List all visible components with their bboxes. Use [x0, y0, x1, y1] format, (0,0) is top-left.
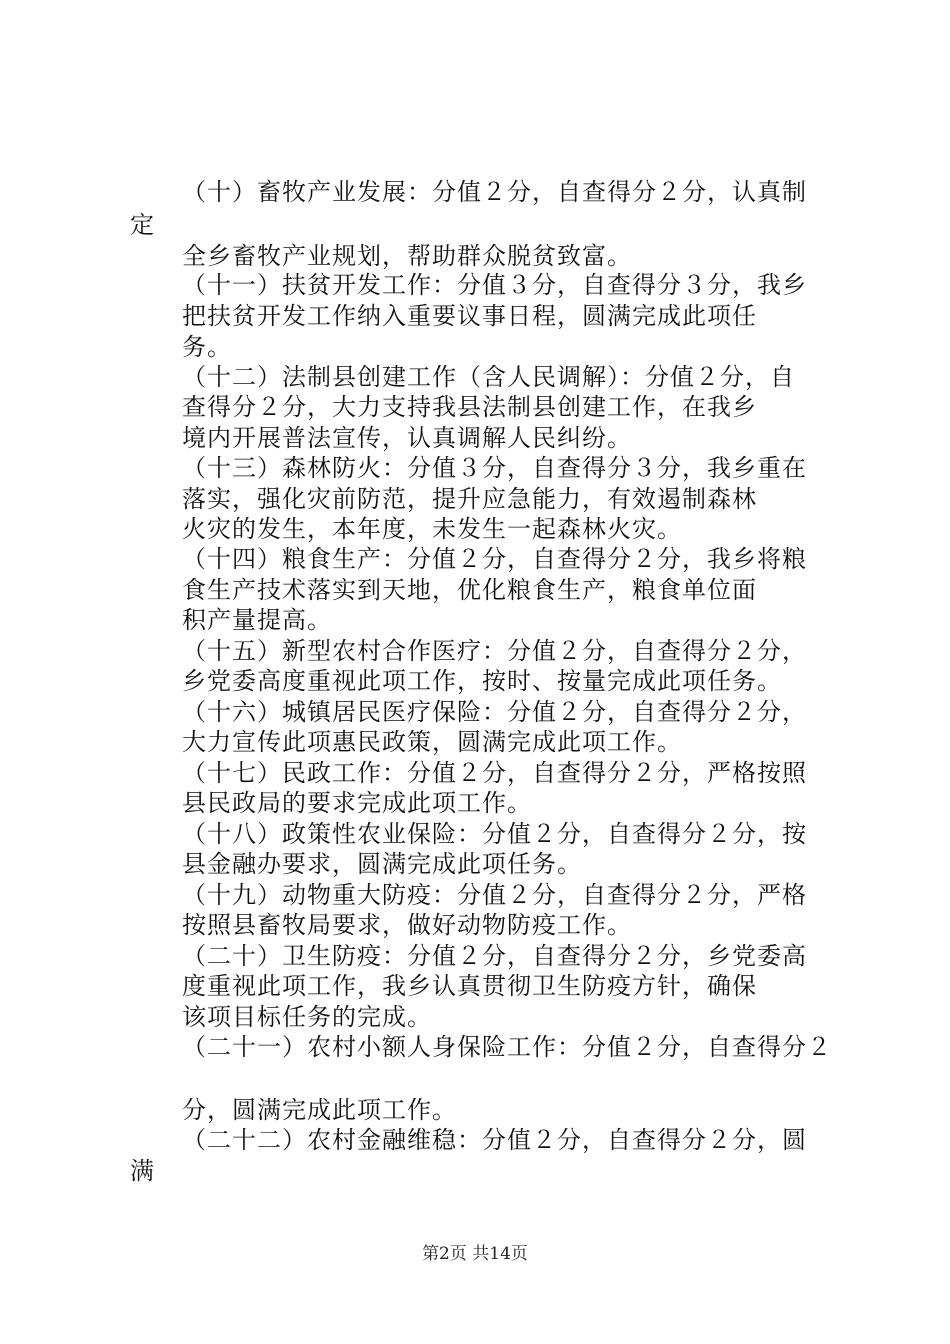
text-line: 务。: [182, 333, 232, 361]
page-footer: 第2页 共14页: [422, 1244, 528, 1264]
text-line: 食生产技术落实到天地，优化粮食生产，粮食单位面: [182, 576, 757, 604]
text-line: 定: [130, 211, 155, 239]
text-line: （十三）森林防火：分值３分，自查得分３分，我乡重在: [182, 454, 807, 482]
text-line: （十八）政策性农业保险：分值２分，自查得分２分，按: [182, 820, 807, 848]
text-line: （十）畜牧产业发展：分值２分，自查得分２分，认真制: [182, 178, 807, 206]
text-line: 满: [130, 1157, 155, 1185]
text-line: （十六）城镇居民医疗保险：分值２分，自查得分２分，: [182, 698, 807, 726]
text-line: 落实，强化灾前防范，提升应急能力，有效遏制森林: [182, 485, 757, 513]
text-line: （二十二）农村金融维稳：分值２分，自查得分２分，圆: [182, 1126, 807, 1154]
text-line: 乡党委高度重视此项工作，按时、按量完成此项任务。: [182, 667, 782, 695]
text-line: 全乡畜牧产业规划，帮助群众脱贫致富。: [182, 242, 632, 270]
text-line: 该项目标任务的完成。: [182, 1003, 432, 1031]
text-line: （十一）扶贫开发工作：分值３分，自查得分３分，我乡: [182, 271, 807, 299]
text-line: 火灾的发生，本年度，未发生一起森林火灾。: [182, 515, 682, 543]
text-line: （二十）卫生防疫：分值２分，自查得分２分，乡党委高: [182, 942, 807, 970]
text-line: （十二）法制县创建工作（含人民调解）：分值２分，自: [182, 363, 795, 391]
text-line: （十四）粮食生产：分值２分，自查得分２分，我乡将粮: [182, 545, 807, 573]
text-line: 大力宣传此项惠民政策，圆满完成此项工作。: [182, 728, 682, 756]
text-line: 境内开展普法宣传，认真调解人民纠纷。: [182, 424, 632, 452]
text-line: 积产量提高。: [182, 606, 332, 634]
text-line: 县民政局的要求完成此项工作。: [182, 789, 532, 817]
text-line: （二十一）农村小额人身保险工作：分值２分，自查得分２: [182, 1033, 832, 1061]
text-line: （十五）新型农村合作医疗：分值２分，自查得分２分，: [182, 637, 807, 665]
text-line: （十九）动物重大防疫：分值２分，自查得分２分，严格: [182, 881, 807, 909]
text-line: 度重视此项工作，我乡认真贯彻卫生防疫方针，确保: [182, 972, 757, 1000]
text-line: 按照县畜牧局要求，做好动物防疫工作。: [182, 911, 632, 939]
text-line: 县金融办要求，圆满完成此项任务。: [182, 850, 582, 878]
text-line: （十七）民政工作：分值２分，自查得分２分，严格按照: [182, 759, 807, 787]
text-line: 查得分２分，大力支持我县法制县创建工作，在我乡: [182, 393, 757, 421]
text-line: 把扶贫开发工作纳入重要议事日程，圆满完成此项任: [182, 302, 757, 330]
text-line: 分，圆满完成此项工作。: [182, 1096, 457, 1124]
